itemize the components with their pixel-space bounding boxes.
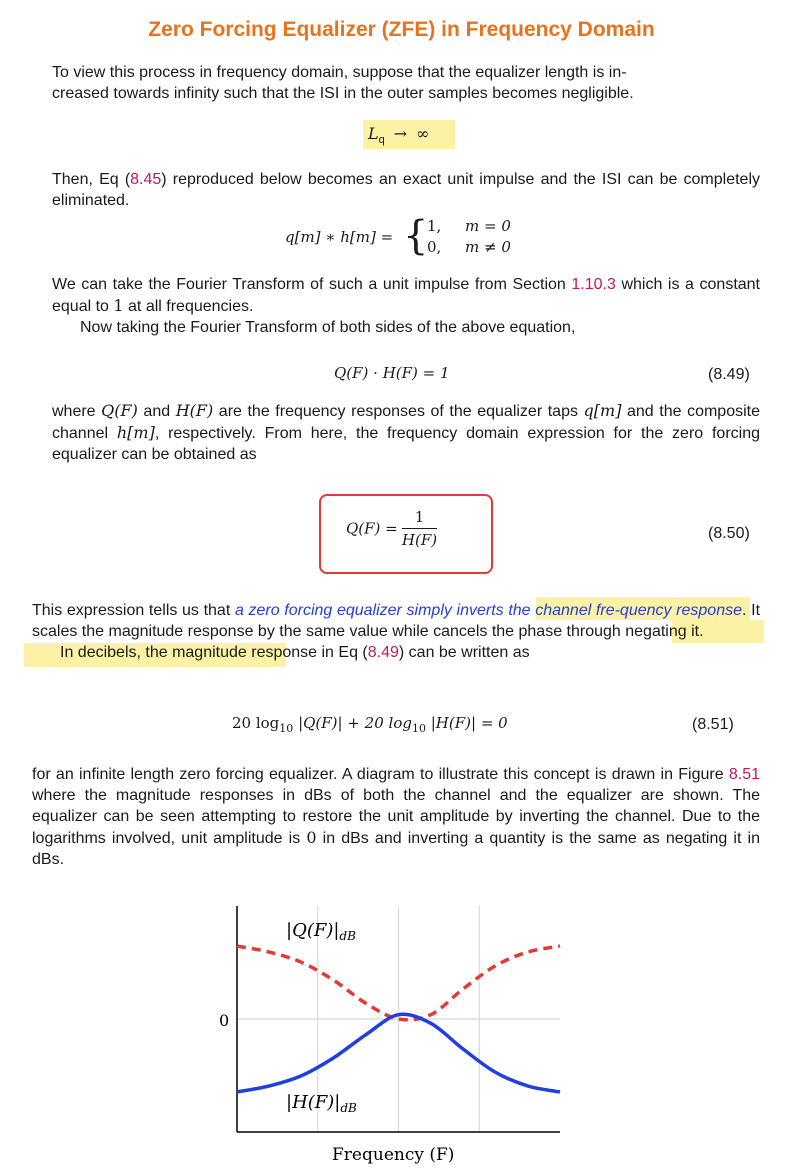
lq-arrow: →: [393, 124, 408, 143]
p6-t2: . It scales the magnitude response by the same value while: [32, 602, 761, 640]
ref-section-1-10-3[interactable]: 1.10.3: [571, 276, 616, 293]
lq-sub: q: [378, 134, 385, 146]
paragraph-impulse: [52, 169, 760, 211]
impulse-case2-value: 0,: [427, 238, 442, 256]
legend-q-sub: dB: [339, 929, 356, 943]
p6-highlight-text: cancels the phase through negating it.: [433, 623, 704, 640]
paragraph-where: [52, 400, 760, 465]
p8-t1: for an infinite length zero forcing equalizer. A diagram to illustrate this concept is drawn in Figure: [32, 766, 729, 783]
eq851-b: |Q(F)| + 20 log: [293, 714, 412, 732]
eq851-a: 20 log: [232, 714, 280, 732]
p7-after: ) can be written as: [398, 644, 530, 661]
equation-number-8-49: (8.49): [708, 366, 750, 383]
p2-after: ) reproduced below becomes an exact unit impulse and the ISI can be completely eliminated.: [52, 171, 761, 209]
p3-one: 1: [113, 296, 124, 315]
y-tick-zero: 0: [219, 1011, 230, 1030]
equation-lq: [368, 124, 429, 146]
impulse-case2-cond: m ≠ 0: [465, 238, 511, 256]
eq850-lhs: Q(F) =: [346, 519, 398, 538]
impulse-case1-cond: m = 0: [465, 217, 511, 235]
page-title: Zero Forcing Equalizer (ZFE) in Frequency Domain: [148, 18, 655, 41]
p8-zero: 0: [306, 828, 317, 847]
p5-hm: h[m]: [116, 423, 155, 442]
p8-t2: where the magnitude responses in dBs of both the channel and the equalizer are shown. The equalizer can be seen attempting to restore the unit amplitude by inverting the channel. Due to the logarithms involved, unit amplitude is: [32, 787, 760, 847]
eq850-fraction: [402, 508, 437, 549]
frequency-response-chart: [200, 900, 580, 1169]
paragraph-diagram: [32, 764, 760, 870]
p7-before: In decibels, the magnitude response in Eq (: [60, 644, 368, 661]
p5-t2: and: [137, 403, 176, 420]
paragraph-taking-ft: Now taking the Fourier Transform of both sides of the above equation,: [80, 319, 576, 336]
equation-number-8-51: (8.51): [692, 716, 734, 733]
eq851-sub2: 10: [411, 722, 426, 735]
p6-blue2: inverts the channel fre-quency response: [456, 602, 743, 619]
lq-infinity: ∞: [415, 124, 430, 143]
eq851-sub1: 10: [279, 722, 294, 735]
x-axis-label: Frequency (F): [332, 1145, 455, 1165]
impulse-case1-value: 1,: [427, 217, 442, 235]
equation-8-51: [232, 714, 508, 735]
ref-eq-8-45[interactable]: 8.45: [130, 171, 162, 188]
p8-t3: in dBs and inverting a quantity is the same as negating it in dBs.: [32, 830, 760, 868]
eq851-c: |H(F)| = 0: [425, 714, 508, 732]
p5-qm: q[m]: [583, 401, 622, 420]
legend-h-name: |H(F)|: [286, 1092, 341, 1113]
p6-t1: This expression tells us that: [32, 602, 235, 619]
p3-after-a: which is a constant equal to: [52, 276, 761, 315]
ref-figure-8-51[interactable]: 8.51: [728, 766, 760, 783]
p3-after-b: at all frequencies.: [123, 298, 254, 315]
p5-t1: where: [52, 403, 102, 420]
paragraph-intro: [52, 62, 760, 104]
legend-q-name: |Q(F)|: [286, 920, 340, 941]
equation-8-49: Q(F) · H(F) = 1: [334, 364, 450, 382]
impulse-brace: {: [403, 213, 429, 259]
eq850-denominator: H(F): [401, 531, 438, 549]
equation-impulse: [285, 215, 545, 261]
equation-number-8-50: (8.50): [708, 525, 750, 542]
legend-q: [286, 920, 356, 943]
lq-symbol: L: [368, 124, 379, 143]
p5-t5: , respectively. From here, the frequency domain expression for the zero forcing equalizer can be obtained as: [52, 425, 761, 463]
p2-before: Then, Eq (: [52, 171, 131, 188]
legend-h-sub: dB: [340, 1101, 357, 1115]
p6-blue1: a zero forcing equalizer simply: [234, 602, 457, 619]
paragraph-intro-line1: To view this process in frequency domain, suppose that the equalizer length is in-: [52, 64, 627, 81]
paragraph-inverts: [32, 600, 760, 663]
p5-qf: Q(F): [101, 401, 138, 420]
paragraph-intro-line2: creased towards infinity such that the ISI in the outer samples becomes negligible.: [52, 85, 634, 102]
p5-t3: are the frequency responses of the equalizer taps: [213, 403, 584, 420]
ref-eq-8-49[interactable]: 8.49: [367, 644, 399, 661]
equation-8-50: [346, 508, 437, 549]
paragraph-fourier: [52, 274, 760, 338]
impulse-lhs: q[m] ∗ h[m] =: [285, 228, 394, 246]
p5-t4: and the composite channel: [52, 403, 760, 442]
p3-before: We can take the Fourier Transform of such a unit impulse from Section: [52, 276, 572, 293]
eq850-numerator: 1: [402, 508, 437, 529]
legend-h: [286, 1092, 357, 1115]
p5-hf: H(F): [175, 401, 214, 420]
